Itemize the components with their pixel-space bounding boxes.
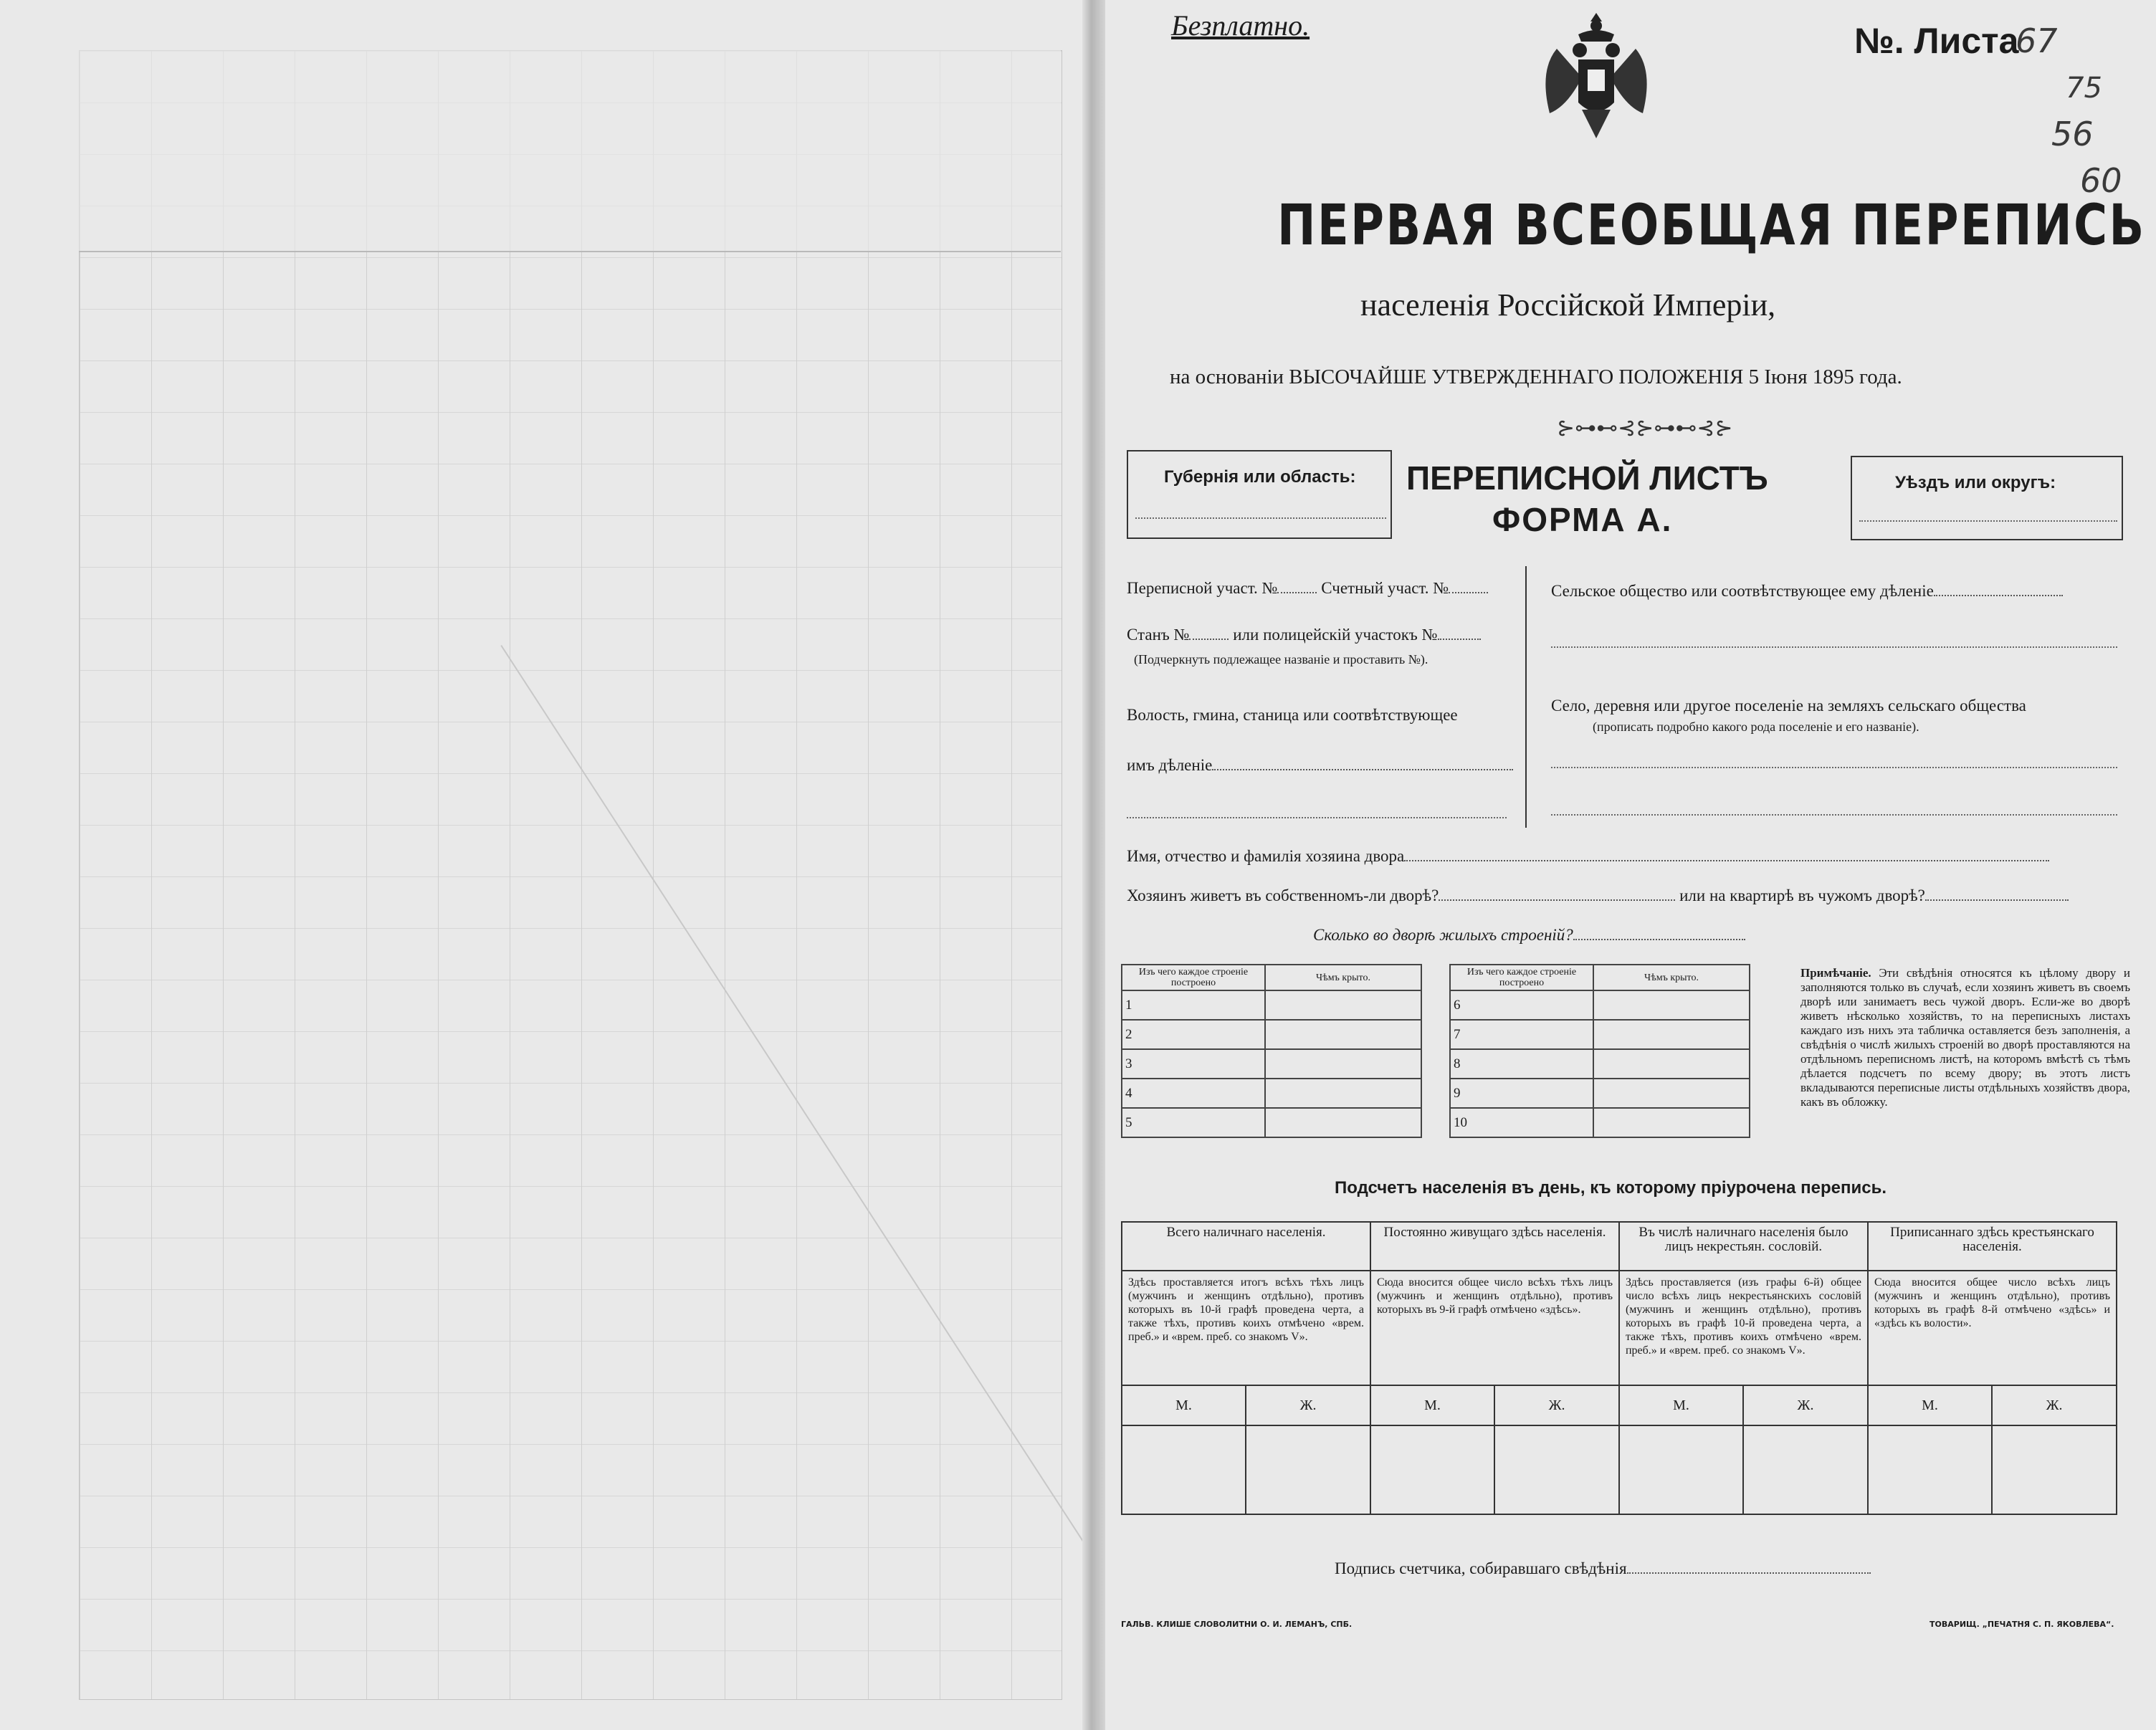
volost-label: Волость, гмина, станица или соотвѣтствующее (1127, 706, 1458, 724)
table-row (1122, 1108, 1421, 1137)
female-header: Ж. (1992, 1385, 2117, 1425)
row-number: 7 (1450, 1020, 1593, 1049)
buildings-table-left (1121, 964, 1422, 1138)
district-label: Уѣздъ или округъ: (1895, 473, 2056, 492)
row-number: 10 (1450, 1108, 1593, 1137)
stan-field[interactable] (1127, 626, 1481, 644)
table-row (1122, 1079, 1421, 1108)
male-header: М. (1370, 1385, 1494, 1425)
roof-cell[interactable] (1265, 990, 1421, 1020)
roof-cell[interactable] (1265, 1079, 1421, 1108)
form-name: ПЕРЕПИСНОЙ ЛИСТЪ (1406, 459, 1768, 497)
tally-desc: Сюда вносится общее число всѣхъ лицъ (мужчинъ и женщинъ отдѣльно), противъ которыхъ въ графѣ 8-й отмѣчено «здѣсь» и «здѣсь къ волости». (1868, 1271, 2117, 1385)
stan-label: Станъ № (1127, 626, 1190, 644)
table-row (1450, 990, 1750, 1020)
male-header: М. (1868, 1385, 1992, 1425)
village-label: Село, деревня или другое поселеніе на земляхъ сельскаго общества (1551, 697, 2026, 715)
district-box (1851, 456, 2123, 540)
tally-desc: Сюда вносится общее число всѣхъ тѣхъ лицъ (мужчинъ и женщинъ отдѣльно), противъ которыхъ въ 9-й графѣ отмѣчено «здѣсь». (1370, 1271, 1619, 1385)
tally-value-cell[interactable] (1494, 1425, 1619, 1514)
buildings-table-right (1449, 964, 1750, 1138)
signature-label: Подпись счетчика, собиравшаго свѣдѣнія (1335, 1559, 1627, 1577)
table-row (1122, 1049, 1421, 1079)
row-number: 8 (1450, 1049, 1593, 1079)
stan-note: (Подчеркнуть подлежащее названіе и проставить №). (1134, 652, 1428, 666)
volost-label-2: имъ дѣленіе (1127, 756, 1213, 774)
male-header: М. (1122, 1385, 1246, 1425)
province-label: Губернія или область: (1164, 467, 1356, 487)
province-input-line[interactable] (1135, 517, 1386, 519)
rural-society-field[interactable] (1551, 582, 2063, 601)
village-input-line-1[interactable] (1551, 767, 2117, 768)
other-yard-label: или на квартирѣ въ чужомъ дворѣ? (1679, 886, 1925, 904)
population-tally-table (1121, 1221, 2117, 1515)
book-spine (1082, 0, 1105, 1730)
col-built-of: Изъ чего каждое строеніе построено (1450, 965, 1593, 990)
tally-value-cell[interactable] (1619, 1425, 1743, 1514)
note-title: Примѣчаніе. (1800, 966, 1871, 980)
tally-value-cell[interactable] (1122, 1425, 1246, 1514)
roof-cell[interactable] (1593, 1108, 1750, 1137)
imperial-eagle-icon (1535, 6, 1657, 149)
owner-residence-field[interactable] (1127, 886, 2069, 905)
handwritten-number: 60 (2080, 161, 2122, 200)
village-input-line-2[interactable] (1551, 814, 2117, 816)
roof-cell[interactable] (1593, 1049, 1750, 1079)
district-input-line[interactable] (1859, 520, 2117, 522)
tally-value-cell[interactable] (1370, 1425, 1494, 1514)
rural-society-label: Сельское общество или соотвѣтствующее ему дѣленіе (1551, 582, 1934, 600)
census-form-page (1105, 0, 2156, 1730)
row-number: 1 (1122, 990, 1265, 1020)
note-text: Эти свѣдѣнія относятся къ цѣлому двору и заполняются только въ случаѣ, если хозяинъ живетъ въ своемъ дворѣ или занимаетъ весь чужой дворъ. Если-же во дворѣ живетъ нѣсколько хозяйствъ, то на переписныхъ листахъ каждаго изъ нихъ эта табличка оставляется безъ заполненія, а свѣдѣнія о числѣ жилыхъ строеній во дворѣ проставляются на отдѣльномъ переписномъ листѣ, на которомъ вмѣстѣ съ тѣмъ дѣлается подсчетъ по всему двору; въ этотъ листъ вкладываются переписные листы отдѣльныхъ хозяйствъ двора, какъ въ обложку. (1800, 966, 2131, 1109)
sheet-number-label: №. Листа (1854, 21, 2019, 61)
tally-col-non-peasant: Въ числѣ наличнаго населенія было лицъ некрестьян. сословій. (1619, 1222, 1868, 1271)
table-row (1450, 1020, 1750, 1049)
form-subtitle: населенія Россійской Имперіи, (1360, 287, 1776, 322)
col-built-of: Изъ чего каждое строеніе построено (1122, 965, 1265, 990)
volost-input-line[interactable] (1127, 817, 1507, 818)
roof-cell[interactable] (1593, 990, 1750, 1020)
buildings-count-field[interactable] (1313, 926, 1745, 945)
handwritten-number: 75 (2066, 72, 2102, 105)
table-row (1450, 1079, 1750, 1108)
printer-credit-right: ТОВАРИЩ. „ПЕЧАТНЯ С. П. ЯКОВЛЕВА“. (1930, 1620, 2114, 1629)
tally-desc: Здѣсь проставляется итогъ всѣхъ тѣхъ лицъ (мужчинъ и женщинъ отдѣльно), противъ которыхъ въ 10-й графѣ проведена черта, а также тѣхъ, противъ коихъ отмѣчено «врем. преб.» и «врем. преб. со знакомъ V». (1122, 1271, 1370, 1385)
bleed-through-grid (79, 50, 1062, 1700)
buildings-note (1800, 966, 2130, 1109)
legal-basis-line: на основаніи ВЫСОЧАЙШЕ УТВЕРЖДЕННАГО ПОЛОЖЕНІЯ 5 Іюня 1895 года. (1170, 365, 1902, 388)
vertical-divider (1525, 566, 1527, 828)
row-number: 2 (1122, 1020, 1265, 1049)
table-row (1450, 1108, 1750, 1137)
handwritten-number: 67 (2016, 21, 2058, 60)
census-section-label: Переписной участ. № (1127, 579, 1278, 597)
printer-credit-left: ГАЛЬВ. КЛИШЕ СЛОВОЛИТНИ О. И. ЛЕМАНЪ, СПБ. (1121, 1620, 1353, 1629)
tally-title: Подсчетъ населенія въ день, къ которому пріурочена перепись. (1335, 1178, 1886, 1198)
handwritten-number: 56 (2051, 115, 2094, 153)
volost-field[interactable] (1127, 756, 1513, 775)
tally-value-cell[interactable] (1992, 1425, 2117, 1514)
tally-value-cell[interactable] (1246, 1425, 1370, 1514)
row-number: 4 (1122, 1079, 1265, 1108)
bleed-through-header (79, 50, 1061, 252)
count-section-label: Счетный участ. № (1321, 579, 1449, 597)
row-number: 6 (1450, 990, 1593, 1020)
tally-col-permanent: Постоянно живущаго здѣсь населенія. (1370, 1222, 1619, 1271)
enumerator-signature-field[interactable] (1335, 1559, 1871, 1578)
free-label: Безплатно. (1171, 9, 1310, 42)
roof-cell[interactable] (1265, 1108, 1421, 1137)
col-roof: Чѣмъ крыто. (1265, 965, 1421, 990)
row-number: 9 (1450, 1079, 1593, 1108)
form-main-title: ПЕРВАЯ ВСЕОБЩАЯ ПЕРЕПИСЬ (1277, 193, 2146, 258)
form-type: ФОРМА А. (1492, 501, 1673, 538)
village-note: (прописать подробно какого рода поселеніе и его названіе). (1593, 720, 1919, 734)
rural-society-input-line[interactable] (1551, 646, 2117, 648)
buildings-count-label: Сколько во дворѣ жилыхъ строеній? (1313, 926, 1573, 944)
police-section-label: или полицейскій участокъ № (1233, 626, 1438, 644)
table-row (1122, 1020, 1421, 1049)
tally-col-peasant: Приписаннаго здѣсь крестьянскаго населенія. (1868, 1222, 2117, 1271)
province-box (1127, 450, 1392, 539)
row-number: 5 (1122, 1108, 1265, 1137)
owner-name-field[interactable] (1127, 847, 2049, 866)
female-header: Ж. (1246, 1385, 1370, 1425)
row-number: 3 (1122, 1049, 1265, 1079)
ornament-divider: ⊱⊶⊷⊰⊱⊶⊷⊰⊱ (1557, 416, 1733, 440)
table-row (1122, 990, 1421, 1020)
roof-cell[interactable] (1265, 1049, 1421, 1079)
male-header: М. (1619, 1385, 1743, 1425)
tally-desc: Здѣсь проставляется (изъ графы 6-й) общее число всѣхъ лицъ некрестьянскихъ сословій (мужчинъ и женщинъ отдѣльно), противъ которыхъ въ графѣ 10-й проведена черта, а также тѣхъ, противъ коихъ отмѣчено «врем. преб.» и «врем. преб. со знакомъ V». (1619, 1271, 1868, 1385)
col-roof: Чѣмъ крыто. (1593, 965, 1750, 990)
roof-cell[interactable] (1593, 1079, 1750, 1108)
female-header: Ж. (1743, 1385, 1868, 1425)
tally-value-cell[interactable] (1868, 1425, 1992, 1514)
owner-name-label: Имя, отчество и фамилія хозяина двора (1127, 847, 1405, 865)
roof-cell[interactable] (1593, 1020, 1750, 1049)
roof-cell[interactable] (1265, 1020, 1421, 1049)
table-row (1450, 1049, 1750, 1079)
female-header: Ж. (1494, 1385, 1619, 1425)
tally-value-cell[interactable] (1743, 1425, 1868, 1514)
tally-col-total: Всего наличнаго населенія. (1122, 1222, 1370, 1271)
own-yard-label: Хозяинъ живетъ въ собственномъ-ли дворѣ? (1127, 886, 1439, 904)
census-section-field[interactable] (1127, 579, 1488, 598)
